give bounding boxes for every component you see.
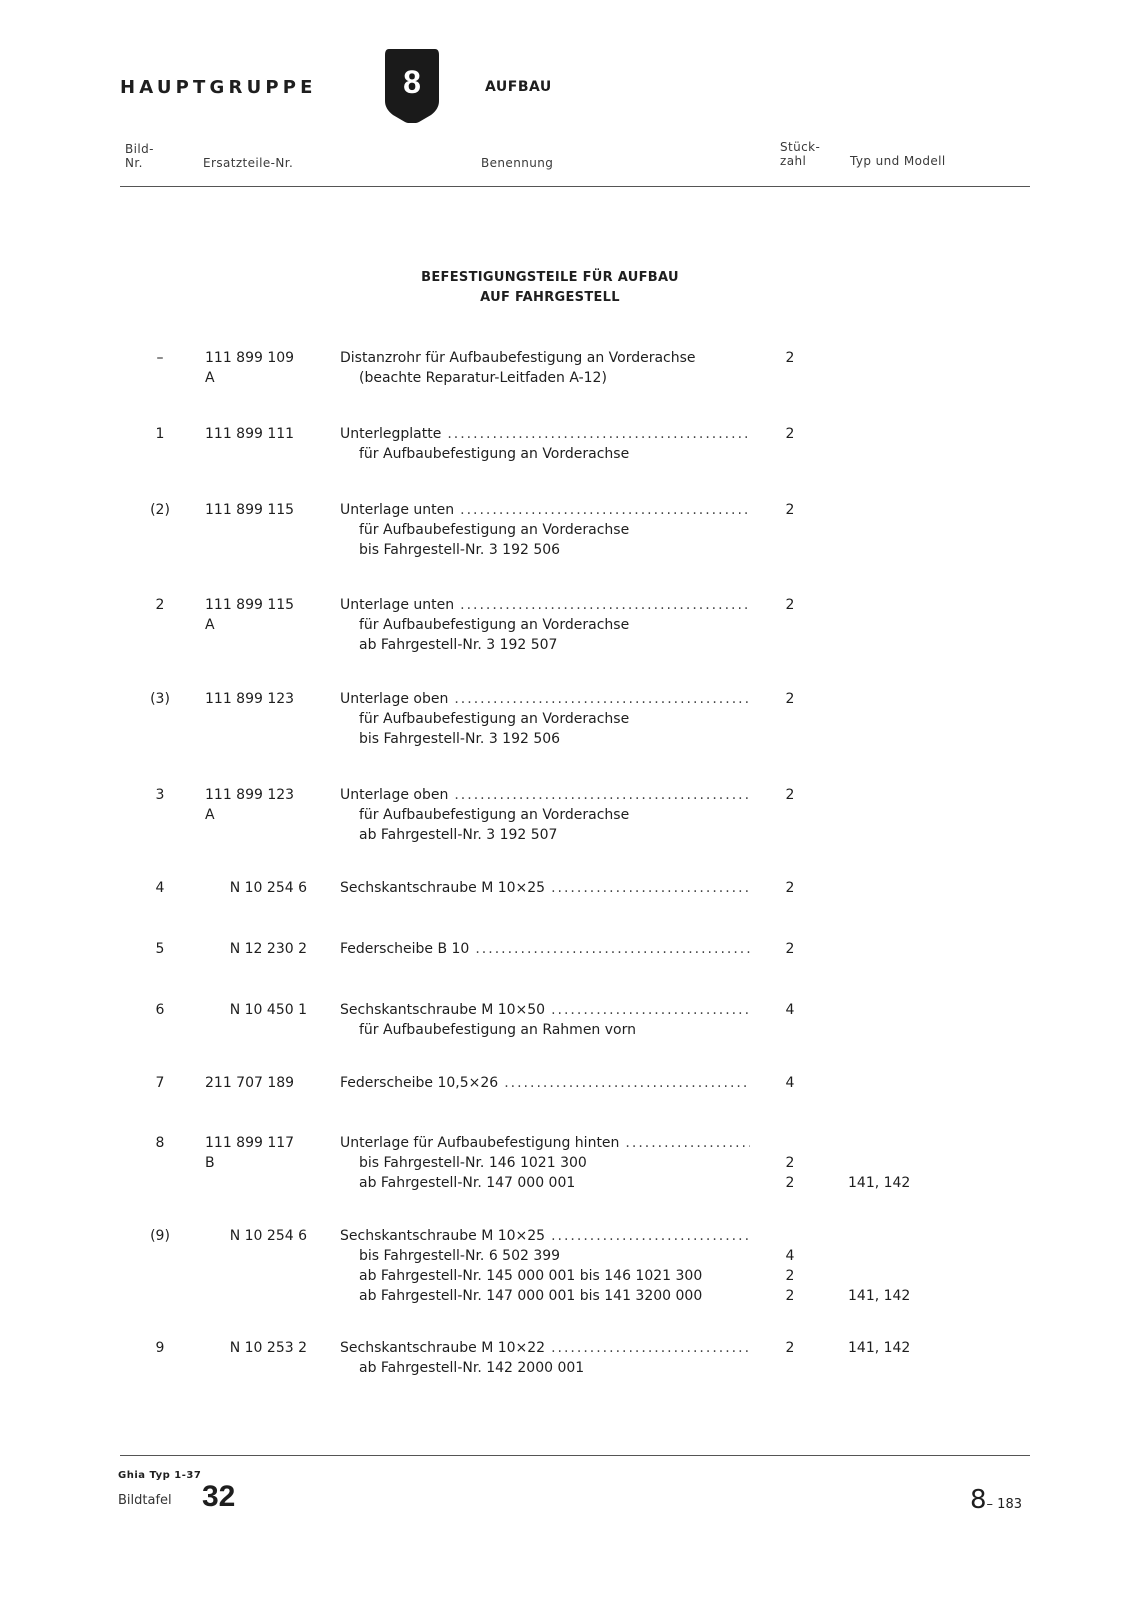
type-model: 141, 142: [848, 1175, 911, 1191]
description-sub: bis Fahrgestell-Nr. 3 192 506: [359, 731, 561, 747]
description-sub: für Aufbaubefestigung an Vorderachse: [359, 446, 630, 462]
col-header-typ: Typ und Modell: [850, 154, 946, 168]
quantity: 2: [785, 941, 795, 957]
group-name: AUFBAU: [485, 79, 552, 95]
footer-rule: [120, 1455, 1030, 1456]
description: Unterlage oben: [340, 691, 449, 707]
quantity: 2: [785, 1268, 795, 1284]
bild-nr: (3): [150, 691, 170, 707]
description: Unterlegplatte: [340, 426, 442, 442]
group-label: HAUPTGRUPPE: [120, 77, 317, 98]
description: Federscheibe B 10: [340, 941, 470, 957]
header-rule: [120, 186, 1030, 187]
description-sub: ab Fahrgestell-Nr. 3 192 507: [359, 637, 558, 653]
col-header-part: Ersatzteile-Nr.: [203, 156, 294, 170]
col-header-desc: Benennung: [481, 156, 554, 170]
description-sub: ab Fahrgestell-Nr. 142 2000 001: [359, 1360, 585, 1376]
section-title: BEFESTIGUNGSTEILE FÜR AUFBAU AUF FAHRGESTELL: [421, 270, 679, 305]
description-sub: ab Fahrgestell-Nr. 147 000 001 bis 141 3200 000: [359, 1288, 703, 1304]
description-sub: (beachte Reparatur-Leitfaden A-12): [359, 370, 607, 386]
description: Unterlage unten: [340, 502, 455, 518]
footer-bildtafel-label: Bildtafel: [118, 1493, 172, 1508]
description-sub: ab Fahrgestell-Nr. 145 000 001 bis 146 1021 300: [359, 1268, 703, 1284]
bild-nr: 3: [155, 787, 165, 803]
description: Unterlage für Aufbaubefestigung hinten: [340, 1135, 620, 1151]
page-number: [970, 1485, 1022, 1515]
description: Unterlage unten: [340, 597, 455, 613]
description-sub: bis Fahrgestell-Nr. 146 1021 300: [359, 1155, 587, 1171]
part-number: 111 899 115: [205, 502, 295, 518]
description-sub: für Aufbaubefestigung an Vorderachse: [359, 617, 630, 633]
bild-nr: 5: [155, 941, 165, 957]
quantity: 4: [785, 1002, 795, 1018]
col-header-qty: Stück- zahl: [780, 140, 821, 168]
bild-nr: 6: [155, 1002, 165, 1018]
part-number: 111 899 111: [205, 426, 295, 442]
quantity: 2: [785, 787, 795, 803]
part-number: 111 899 109 A: [205, 350, 295, 386]
footer-bildtafel-number: 32: [202, 1480, 236, 1513]
bild-nr: 4: [155, 880, 165, 896]
description: Sechskantschraube M 10×22: [340, 1340, 546, 1356]
description-sub: ab Fahrgestell-Nr. 147 000 001: [359, 1175, 576, 1191]
quantity: 2: [785, 1340, 795, 1356]
bild-nr: 2: [155, 597, 165, 613]
quantity: 2: [785, 350, 795, 366]
quantity: 4: [785, 1075, 795, 1091]
part-number: N 10 253 2: [229, 1340, 307, 1356]
description-sub: für Aufbaubefestigung an Vorderachse: [359, 711, 630, 727]
bild-nr: (2): [150, 502, 170, 518]
part-number: 111 899 123: [205, 691, 295, 707]
quantity: 2: [785, 1288, 795, 1304]
quantity: 2: [785, 880, 795, 896]
col-header-bild: Bild- Nr.: [125, 142, 154, 170]
part-number: N 12 230 2: [229, 941, 307, 957]
description: Unterlage oben: [340, 787, 449, 803]
badge-shape: [383, 45, 441, 123]
footer-model: Ghia Typ 1-37: [118, 1470, 202, 1481]
description-sub: für Aufbaubefestigung an Rahmen vorn: [359, 1022, 636, 1038]
description-sub: bis Fahrgestell-Nr. 6 502 399: [359, 1248, 561, 1264]
description: Distanzrohr für Aufbaubefestigung an Vorderachse: [340, 350, 696, 366]
part-number: 111 899 123 A: [205, 787, 295, 823]
description: Federscheibe 10,5×26: [340, 1075, 499, 1091]
description-sub: bis Fahrgestell-Nr. 3 192 506: [359, 542, 561, 558]
description-sub: ab Fahrgestell-Nr. 3 192 507: [359, 827, 558, 843]
description: Sechskantschraube M 10×25: [340, 880, 546, 896]
bild-nr: (9): [150, 1228, 170, 1244]
quantity: 4: [785, 1248, 795, 1264]
description-sub: für Aufbaubefestigung an Vorderachse: [359, 807, 630, 823]
quantity: 2: [785, 502, 795, 518]
part-number: N 10 450 1: [229, 1002, 307, 1018]
bild-nr: –: [156, 350, 164, 366]
bild-nr: 1: [155, 426, 165, 442]
quantity: 2: [785, 1175, 795, 1191]
description: Sechskantschraube M 10×25: [340, 1228, 546, 1244]
part-number: 211 707 189: [205, 1075, 295, 1091]
type-model: 141, 142: [848, 1340, 911, 1356]
page-number-sub: – 183: [986, 1497, 1022, 1512]
description: Sechskantschraube M 10×50: [340, 1002, 546, 1018]
bild-nr: 8: [155, 1135, 165, 1151]
page-number-main: 8: [970, 1485, 987, 1515]
bild-nr: 7: [155, 1075, 165, 1091]
group-number-badge: [383, 45, 441, 123]
quantity: 2: [785, 426, 795, 442]
quantity: 2: [785, 597, 795, 613]
description-sub: für Aufbaubefestigung an Vorderachse: [359, 522, 630, 538]
quantity: 2: [785, 1155, 795, 1171]
part-number: N 10 254 6: [229, 880, 307, 896]
type-model: 141, 142: [848, 1288, 911, 1304]
group-number: 8: [403, 64, 421, 100]
quantity: 2: [785, 691, 795, 707]
part-number: 111 899 117 B: [205, 1135, 295, 1171]
part-number: 111 899 115 A: [205, 597, 295, 633]
part-number: N 10 254 6: [229, 1228, 307, 1244]
bild-nr: 9: [155, 1340, 165, 1356]
